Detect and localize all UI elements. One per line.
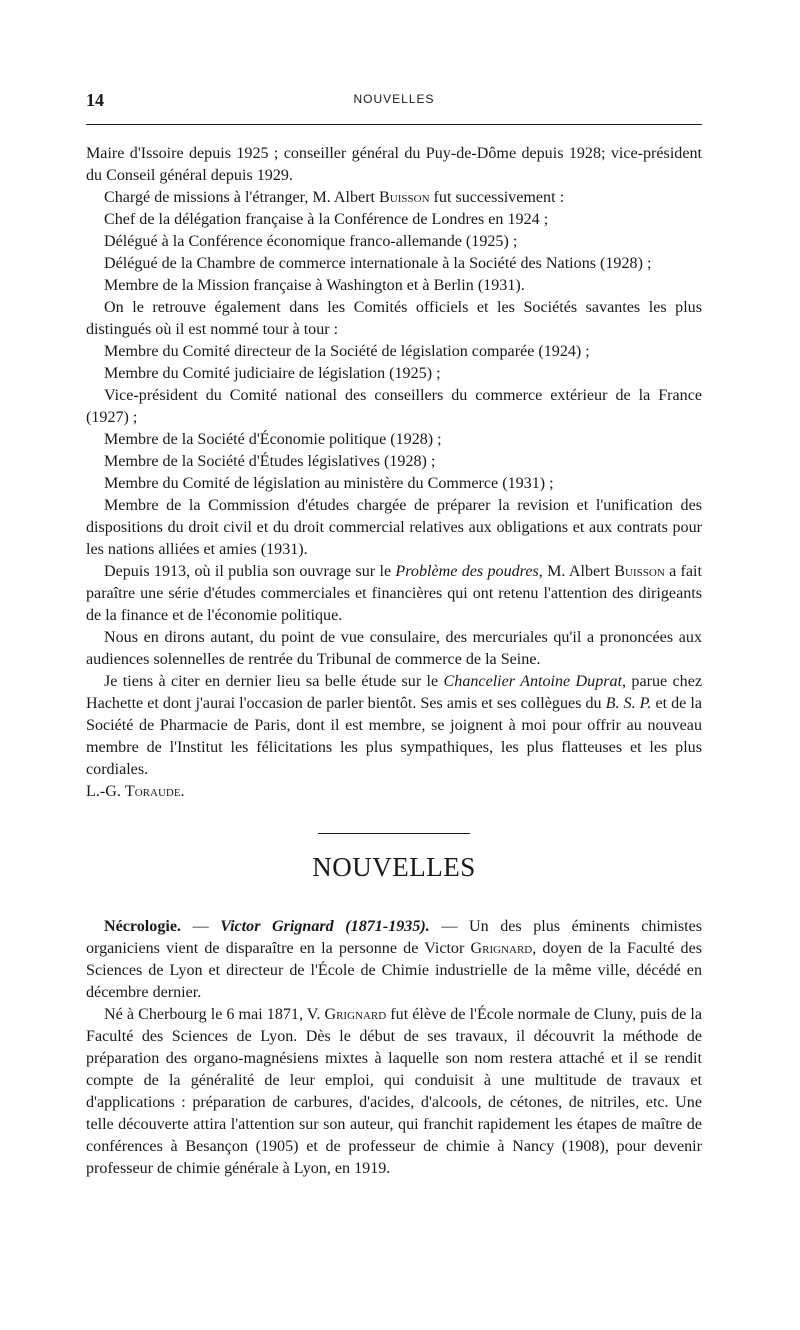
paragraph: Membre du Comité de législation au ministère du Commerce (1931) ; <box>104 475 554 492</box>
paragraph: Nous en dirons autant, du point de vue consulaire, des mercuriales qu'il a prononcées aux audiences solennelles de rentrée du Tribunal de commerce de la Seine. <box>86 629 702 668</box>
paragraph: Chef de la délégation française à la Conférence de Londres en 1924 ; <box>104 211 549 228</box>
author-name: Buisson <box>614 563 665 580</box>
paragraph: On le retrouve également dans les Comités officiels et les Sociétés savantes les plus distingués où il est nommé tour à tour : <box>86 299 702 338</box>
paragraph: Membre de la Commission d'études chargée de préparer la revision et l'unification des dispositions du droit civil et du droit commercial relatives aux obligations et aux contrats pour les nations alliées et amies (1931). <box>86 497 702 558</box>
paragraph: Délégué à la Conférence économique franco-allemande (1925) ; <box>104 233 518 250</box>
book-title: Chancelier Antoine Duprat <box>443 673 623 690</box>
paragraph: Membre de la Mission française à Washington et à Berlin (1931). <box>104 277 525 294</box>
article-buisson <box>86 143 702 803</box>
journal-abbrev: B. S. P. <box>605 695 652 712</box>
paragraph: Chargé de missions à l'étranger, M. Albert Buisson fut successivement : <box>104 189 565 206</box>
header-rule <box>86 124 702 125</box>
author-name: Buisson <box>379 189 430 206</box>
rubric: Nécrologie. <box>104 918 182 935</box>
section-title: NOUVELLES <box>312 852 476 882</box>
paragraph: Membre du Comité directeur de la Société de législation comparée (1924) ; <box>104 343 590 360</box>
page-number: 14 <box>86 90 104 110</box>
signature-name: Toraude. <box>124 783 185 800</box>
life-dates: (1871-1935). <box>333 918 430 935</box>
paragraph: Membre du Comité judiciaire de législation (1925) ; <box>104 365 441 382</box>
paragraph: Membre de la Société d'Études législatives (1928) ; <box>104 453 436 470</box>
paragraph: Maire d'Issoire depuis 1925 ; conseiller général du Puy-de-Dôme depuis 1928; vice-président du Conseil général depuis 1929. <box>86 145 702 184</box>
signature: L.-G. Toraude. <box>86 783 185 800</box>
book-title: Problème des poudres <box>395 563 539 580</box>
section-divider <box>318 833 470 834</box>
page-header <box>86 90 702 114</box>
paragraph: Je tiens à citer en dernier lieu sa belle étude sur le Chancelier Antoine Duprat, parue chez Hachette et dont j'aurai l'occasion de parler bientôt. Ses amis et ses collègues du B. S. P. et de la Société de Pharmacie de Paris, dont il est membre, se joignent à moi pour offrir au nouveau membre de l'Institut les félicitations les plus sympathiques, les plus flatteuses et les plus cordiales. <box>86 673 703 778</box>
article-grignard <box>86 916 702 1180</box>
paragraph: Né à Cherbourg le 6 mai 1871, V. Grignard fut élève de l'École normale de Cluny, puis de la Faculté des Sciences de Lyon. Dès le début de ses travaux, il découvrit la méthode de préparation des organo-magnésiens mixtes à laquelle son nom restera attaché et il se rendit compte de la généralité de leur emploi, qui conduisit à une multitude de travaux et d'applications : préparation de carbures, d'acides, d'alcools, de cétones, de nitriles, etc. Une telle découverte attira l'attention sur son auteur, qui franchit rapidement les étapes de maître de conférences à Besançon (1905) et de professeur de chimie à Nancy (1908), pour devenir professeur de chimie générale à Lyon, en 1919. <box>86 1006 702 1177</box>
paragraph: Délégué de la Chambre de commerce internationale à la Société des Nations (1928) ; <box>104 255 652 272</box>
person-name: Grignard <box>324 1006 387 1023</box>
paragraph: Nécrologie. — Victor Grignard (1871-1935). — Un des plus éminents chimistes organiciens vient de disparaître en la personne de Victor Grignard, doyen de la Faculté des Sciences de Lyon et directeur de l'École de Chimie industrielle de la même ville, décédé en décembre dernier. <box>86 918 703 1001</box>
paragraph: Depuis 1913, où il publia son ouvrage sur le Problème des poudres, M. Albert Buisson a fait paraître une série d'études commerciales et financières qui ont retenu l'attention des dirigeants de la finance et de l'économie politique. <box>86 563 702 624</box>
paragraph: Vice-président du Comité national des conseillers du commerce extérieur de la France (1927) ; <box>86 387 702 426</box>
person-name: Victor Grignard <box>220 918 334 935</box>
running-title: NOUVELLES <box>353 92 435 106</box>
person-name: Grignard <box>470 940 533 957</box>
paragraph: Membre de la Société d'Économie politique (1928) ; <box>104 431 442 448</box>
